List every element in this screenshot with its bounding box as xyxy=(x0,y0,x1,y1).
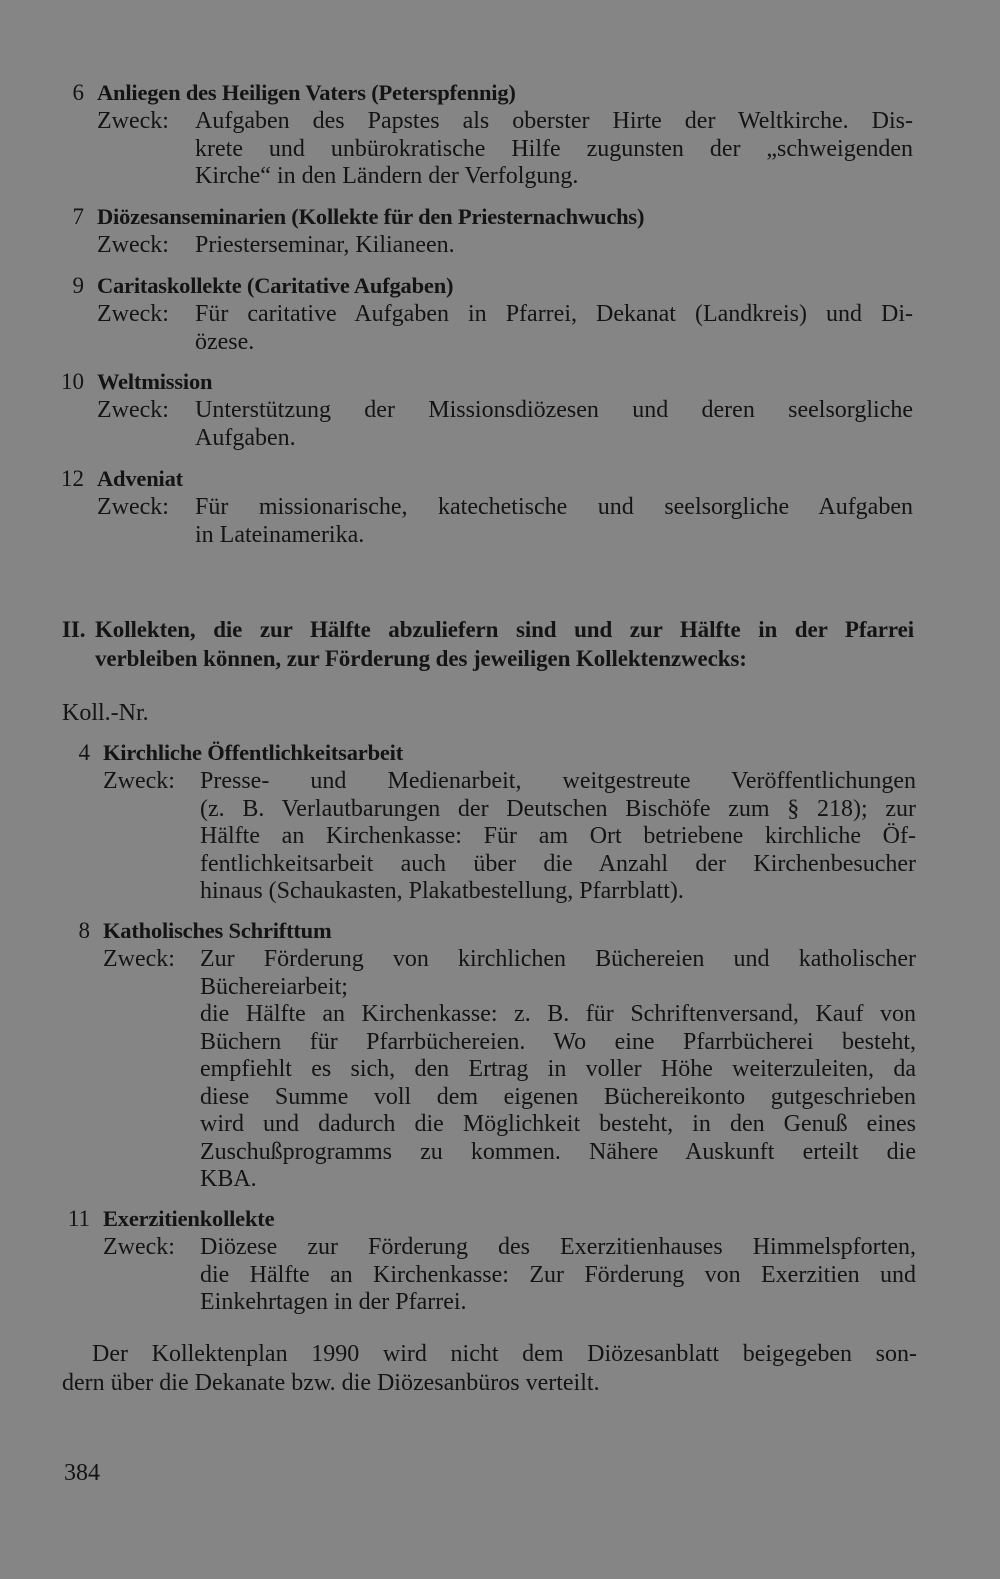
purpose-line: (z. B. Verlautbarungen der Deutschen Bischöfe zum § 218); zur xyxy=(200,795,916,822)
purpose-line: özese. xyxy=(195,328,255,355)
entry-title: Adveniat xyxy=(97,466,183,491)
purpose-label: Zweck: xyxy=(97,397,169,423)
section-heading-line-1: Kollekten, die zur Hälfte abzuliefern sind und zur Hälfte in der Pfarrei xyxy=(95,617,914,642)
entry-number: 9 xyxy=(72,273,84,298)
purpose-label: Zweck: xyxy=(103,946,175,972)
collection-entry-6 xyxy=(0,78,1000,189)
purpose-line: Diözese zur Förderung des Exerzitienhauses Himmelspforten, xyxy=(200,1234,916,1260)
purpose-line: Aufgaben. xyxy=(195,424,296,451)
purpose-line: die Hälfte an Kirchenkasse: z. B. für Schriftenversand, Kauf von xyxy=(200,1001,916,1027)
entry-number: 12 xyxy=(61,466,84,491)
section-two-heading xyxy=(62,615,914,673)
collection-entry-7 xyxy=(0,202,1000,258)
purpose-text xyxy=(195,232,913,260)
entry-title: Katholisches Schrifttum xyxy=(103,918,332,943)
purpose-line: empfiehlt es sich, den Ertrag in voller Höhe weiterzuleiten, da xyxy=(200,1056,916,1082)
purpose-text xyxy=(195,494,913,549)
section-numeral: II. xyxy=(62,617,86,642)
purpose-label: Zweck: xyxy=(97,108,169,134)
collection-entry-12 xyxy=(0,464,1000,548)
collection-entry-10 xyxy=(0,367,1000,451)
purpose-line: hinaus (Schaukasten, Plakatbestellung, Pfarrblatt). xyxy=(200,878,684,904)
purpose-text xyxy=(200,768,916,906)
purpose-line: die Hälfte an Kirchenkasse: Zur Förderung von Exerzitien und xyxy=(200,1261,916,1288)
purpose-text xyxy=(200,946,916,1194)
purpose-line: Aufgaben des Papstes als oberster Hirte der Weltkirche. Dis- xyxy=(195,108,913,134)
section-line xyxy=(62,615,914,644)
purpose-line: KBA. xyxy=(200,1166,257,1192)
purpose-line: Büchereiarbeit; xyxy=(200,973,348,1000)
entry-title: Anliegen des Heiligen Vaters (Peterspfennig) xyxy=(97,80,516,105)
purpose-text xyxy=(200,1234,916,1317)
purpose-line: Einkehrtagen in der Pfarrei. xyxy=(200,1289,467,1315)
purpose-line: Zuschußprogramms zu kommen. Nähere Auskunft erteilt die xyxy=(200,1138,916,1165)
collection-number-label: Koll.-Nr. xyxy=(62,700,149,726)
purpose-label: Zweck: xyxy=(103,1234,175,1260)
closing-paragraph xyxy=(62,1340,917,1398)
entry-number: 8 xyxy=(78,918,90,943)
purpose-line: Kirche“ in den Ländern der Verfolgung. xyxy=(195,163,579,189)
collection-entry-11 xyxy=(0,1204,1000,1315)
closing-line: Der Kollektenplan 1990 wird nicht dem Diözesanblatt beigegeben son- xyxy=(92,1341,917,1367)
purpose-line: Zur Förderung von kirchlichen Büchereien und katholischer xyxy=(200,946,916,972)
purpose-line: diese Summe voll dem eigenen Büchereikonto gutgeschrieben xyxy=(200,1083,916,1110)
purpose-line: Hälfte an Kirchenkasse: Für am Ort betriebene kirchliche Öf- xyxy=(200,823,916,849)
purpose-line: Büchern für Pfarrbüchereien. Wo eine Pfarrbücherei besteht, xyxy=(200,1028,916,1055)
collection-entry-4 xyxy=(0,738,1000,904)
entry-number: 4 xyxy=(78,740,90,765)
entry-number: 6 xyxy=(72,80,84,105)
purpose-line: Priesterseminar, Kilianeen. xyxy=(195,232,455,258)
closing-line: dern über die Dekanate bzw. die Diözesanbüros verteilt. xyxy=(62,1370,600,1396)
purpose-line: fentlichkeitsarbeit auch über die Anzahl der Kirchenbesucher xyxy=(200,850,916,877)
purpose-line: wird und dadurch die Möglichkeit besteht, in den Genuß eines xyxy=(200,1111,916,1137)
entry-title: Exerzitienkollekte xyxy=(103,1206,275,1231)
purpose-label: Zweck: xyxy=(103,768,175,794)
purpose-line: in Lateinamerika. xyxy=(195,521,365,548)
entry-number: 10 xyxy=(61,369,84,394)
purpose-text xyxy=(195,108,913,191)
entry-number: 7 xyxy=(72,204,84,229)
purpose-text xyxy=(195,301,913,356)
entry-title: Caritaskollekte (Caritative Aufgaben) xyxy=(97,273,454,298)
entry-title: Diözesanseminarien (Kollekte für den Priesternachwuchs) xyxy=(97,204,645,229)
purpose-line: Presse- und Medienarbeit, weitgestreute Veröffentlichungen xyxy=(200,768,916,794)
purpose-line: krete und unbürokratische Hilfe zugunsten der „schweigenden xyxy=(195,135,913,162)
entry-number: 11 xyxy=(67,1206,90,1231)
page-number: 384 xyxy=(64,1460,100,1486)
purpose-line: Unterstützung der Missionsdiözesen und deren seelsorgliche xyxy=(195,397,913,423)
purpose-label: Zweck: xyxy=(97,301,169,327)
purpose-label: Zweck: xyxy=(97,232,169,258)
collection-entry-9 xyxy=(0,271,1000,355)
purpose-text xyxy=(195,397,913,452)
collection-entry-8 xyxy=(0,916,1000,1192)
section-heading-line-2: verbleiben können, zur Förderung des jeweiligen Kollektenzwecks: xyxy=(95,646,747,671)
purpose-line: Für caritative Aufgaben in Pfarrei, Dekanat (Landkreis) und Di- xyxy=(195,301,913,327)
entry-title: Weltmission xyxy=(97,369,213,394)
purpose-label: Zweck: xyxy=(97,494,169,520)
purpose-line: Für missionarische, katechetische und seelsorgliche Aufgaben xyxy=(195,494,913,520)
entry-title: Kirchliche Öffentlichkeitsarbeit xyxy=(103,740,404,765)
